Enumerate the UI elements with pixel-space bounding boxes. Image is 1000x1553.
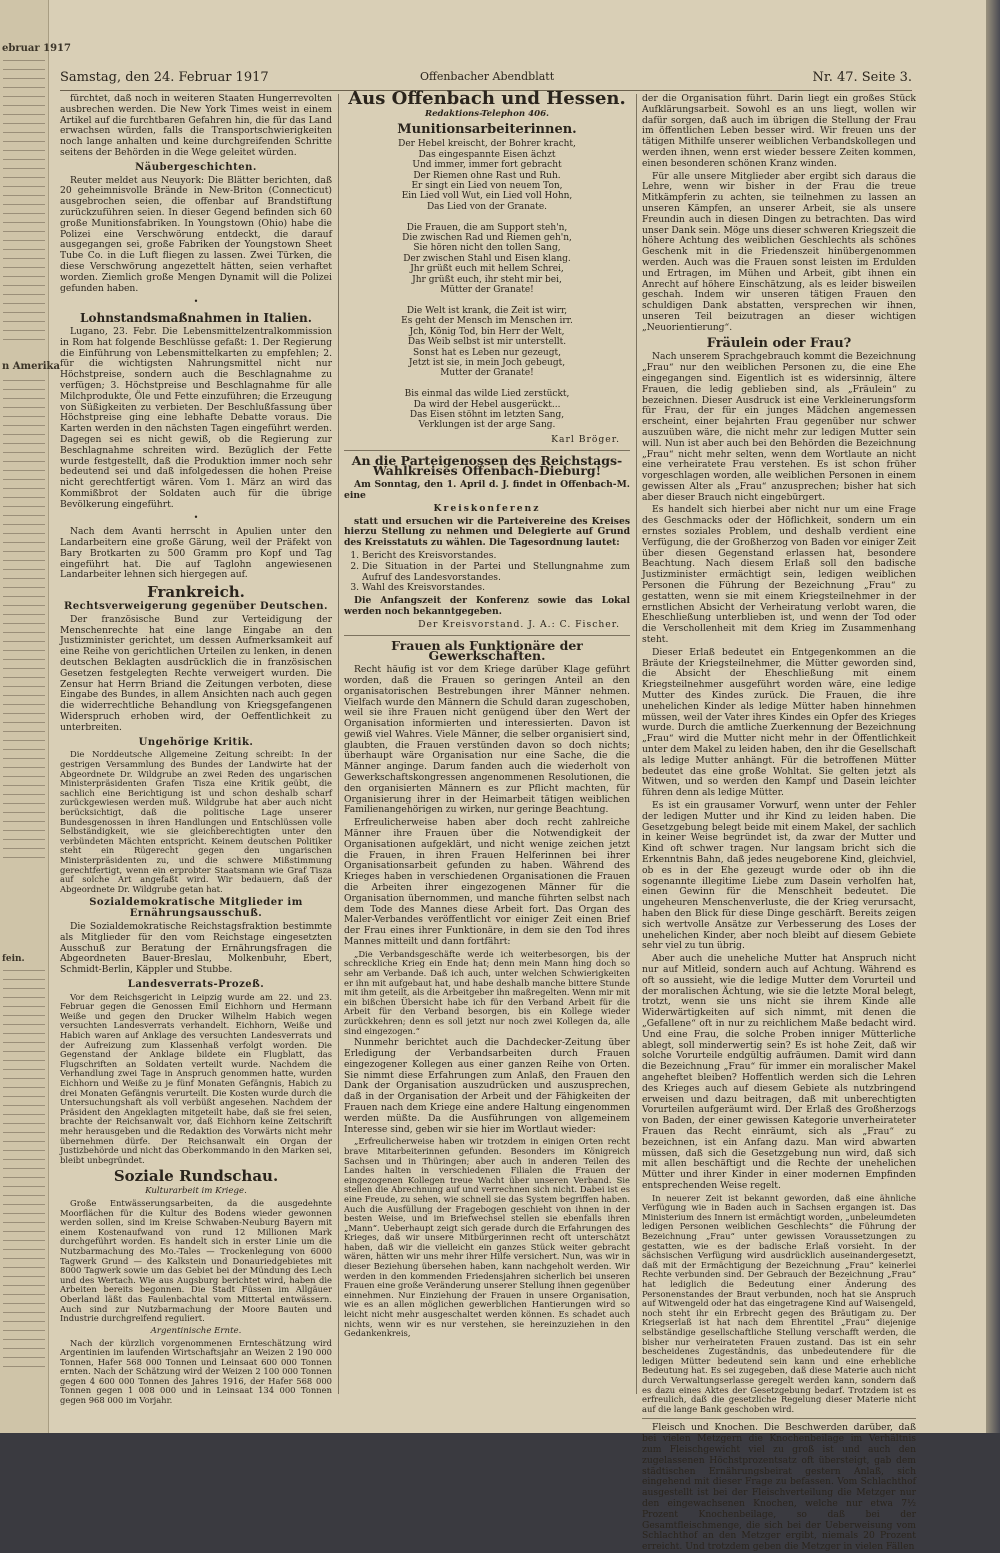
stripe-heading-fragment: fein. xyxy=(2,954,25,964)
subsection-heading: Rechtsverweigerung gegenüber Deutschen. xyxy=(63,601,328,613)
separator-dot: • xyxy=(193,297,199,307)
divider xyxy=(344,635,630,636)
editorial-phone: Redaktions-Telephon 406. xyxy=(424,108,550,119)
section-heading: Frankreich. xyxy=(147,583,245,602)
subsection-heading: Kulturarbeit im Kriege. xyxy=(145,1186,247,1197)
article-text: Lugano, 23. Febr. Die Lebensmittelzentralkommission in Rom hat folgende Beschlüsse gefaßt: 1. Der Regierung die Einführung von Lebensmittelkarten zu empfehlen; 2. für die wichtigsten Nahrungsmittel nicht nur Höchstpreise, sondern auch die Beschlagnahme zu verfügen; 3. Höchstpreise und Beschlagnahme für alle Milchprodukte, Öle und Fette einzuführen; die Erzeugung von Süßigkeiten zu verbieten. Der Beschlußfassung über Höchstpreise ging eine lebhafte Debatte voraus. Die Karten werden in den nächsten Tagen eingeführt werden. Dagegen sei es nicht gewiß, ob die Regierung zur Beschlagnahme schreiten wird. Bezüglich der Fette wurde festgestellt, daß die Produktion immer noch sehr bedeutend sei und daß infolgedessen die hohen Preise nicht gerechtfertigt wären. Vom 1. März an wird das Kommißbrot der Soldaten auch für die übrige Bevölkerung eingeführt. xyxy=(60,325,332,510)
article-text: Recht häufig ist vor dem Kriege darüber Klage geführt worden, daß die Frauen so geringen Anteil an den organisatorischen Bestrebungen ihrer Männer nehmen. Vielfach wurde den Männern die Schuld daran zugeschoben, weil sie ihre Frauen nicht genügend über den Wert der Organisation informierten und interessierten. Davon ist gewiß viel Wahres. Viele Männer, die selber organisiert sind, glaubten, die Frauen verstünden davon so doch nichts; überhaupt wäre Organisation nur eine Sache, die die Männer anginge. Darum fanden auch die wiederholt von Gewerkschaftskongressen angenommenen Resolutionen, die den organisierten Männern es zur Pflicht machten, für Organisierung ihrer in der Heimarbeit tätigen weiblichen Familienangehörigen zu wirken, nur geringe Beachtung. xyxy=(344,664,630,816)
section-heading: Soziale Rundschau. xyxy=(113,1167,279,1186)
section-heading: Lohnstandsmaßnahmen in Italien. xyxy=(80,311,312,326)
article-text: der die Organisation führt. Darin liegt ein großes Stück Aufklärungsarbeit. Sowohl es an uns liegt, wollen wir dafür sorgen, daß auch im übrigen die Stellung der Frau im öffentlichen Leben besser wird. Wir freuen uns der tätigen Mithilfe unserer weiblichen Verbandskollegen und werden ihnen, wenn erst wieder bessere Zeiten kommen, einen besonderen schönen Kranz winden. xyxy=(642,93,916,169)
section-heading: Näubergeschichten. xyxy=(135,161,257,173)
separator-dot: • xyxy=(193,513,199,523)
section-heading: Frauen als Funktionäre der Gewerkschaften. xyxy=(391,637,583,664)
column-left xyxy=(60,93,332,1406)
poem-author: Karl Bröger. xyxy=(551,433,620,445)
poem-title: Munitionsarbeiterinnen. xyxy=(397,121,577,137)
article-quote: „Erfreulicherweise haben wir trotzdem in einigen Orten recht brave Mitarbeiterinnen gefunden. Besonders im Königreich Sachsen und in Thüringen; aber auch in anderen Teilen des Landes halten in verschiedenen Filialen die Frauen der eingezogenen Kollegen treue Wacht über unseren Verband. Sie stellen die Abrechnung auf und verrechnen sich nicht. Dabei ist es eine Freude, zu sehen, wie schnell sie das System begriffen haben. Auch die Ausfüllung der Fragebogen geschieht von ihnen in der besten Weise, und im Briefwechsel stellen sie ebenfalls ihren „Mann“. Ueberhaupt zeigt sich gerade durch die Erfahrungen des Krieges, daß wir unsere Mitbürgerinnen recht oft unterschätzt haben, daß wir die vielleicht ein ganzes Stück weiter gebracht wären, hätten wir uns mehr ihrer Hilfe versichert. Nun, was wir in dieser Beziehung übersehen haben, kann nachgeholt werden. Wir werden in den kommenden Friedensjahren sicherlich bei unseren Frauen eine große Veränderung unserer Stellung ihnen gegenüber einnehmen. Nur Einziehung der Frauen in unsere Organisation, wie es an allen möglichen gewerblichen Hantierungen wird so leicht nicht mehr ausgeschaltet werden können. Es schadet auch nichts, wenn wir es nur verstehen, sie hereinzuziehen in den Gedankenkreis, xyxy=(344,1136,630,1339)
article-text: Vor dem Reichsgericht in Leipzig wurde am 22. und 23. Februar gegen die Genossen Emil Eichhorn und Hermann Weiße und gegen den Drucker Wilhelm Habich wegen versuchten Landesverrats verhandelt. Eichhorn, Weiße und Habich waren auf Anklage des versuchten Landesverrats und der Aufreizung zum Klassenhaß verfolgt worden. Die Gegenstand der Anklage bildete ein Flugblatt, das Flugschriften an Soldaten verteilt wurde. Nachdem die Verhandlung zwei Tage in Anspruch genommen hatte, wurden Eichhorn und Weiße zu je fünf Monaten Gefängnis, Habich zu drei Monaten Gefängnis verurteilt. Die Kosten wurde durch die Untersuchungshaft als voll verbüßt angesehen. Nachdem der Präsident den Angeklagten mitgeteilt habe, daß sie frei seien, brachte der Reichsanwalt vor, daß Eichhorn keine Zeitschrift mehr herausgeben und die Redaktion des Vorwärts nicht mehr übernehmen dürfe. Der Reichsanwalt ein Organ der Justizbehörde und nicht das Oberkommando in den Marken sei, bleibt unbegründet. xyxy=(60,991,332,1165)
header-page-number: Nr. 47. Seite 3. xyxy=(812,70,912,85)
divider xyxy=(642,1418,916,1419)
article-text: Für alle unsere Mitglieder aber ergibt sich daraus die Lehre, wenn wir bisher in der Frau die treue Mitkämpferin zu achten, sie teilnehmen zu lassen an unseren Kämpfen, an unserer Arbeit, sie als unsere Freundin auch in diesen Dingen zu betrachten. Das wird unser Dank sein. Möge uns dieser schweren Kriegszeit die höhere Achtung des weiblichen Geschlechts als schönes Geschenk mit in die Friedenszeit hinübergenommen werden. Auch was die Frauen sonst leisten im Erdulden und Ertragen, im Mühen und Arbeit, gibt ihnen ein Anrecht auf höhere Einschätzung, als es leider bisweilen geschah. Indem wir unseren tätigen Frauen den schuldigen Dank abstatten, versprechen wir ihnen, unseren Teil beizutragen an dieser wichtigen „Neuorientierung“. xyxy=(642,170,916,333)
stripe-heading-fragment: n Amerika xyxy=(2,361,60,372)
notice-text: Die Anfangszeit der Konferenz sowie das Lokal werden noch bekanntgegeben. xyxy=(344,595,630,617)
article-text: Große Entwässerungsarbeiten, da die ausgedehnte Moorflächen für die Kultur des Bodens wieder gewonnen werden sollen, sind im Kreise Schwaben-Neuburg Bayern mit einem Kostenaufwand von rund 12 Millionen Mark durchgeführt worden. Es handelt sich in erster Linie um die Nutzbarmachung des Mo.-Tales — Trockenlegung von 6000 Tagwerk Grund — des Kalkstein und Donauriedgebietes mit 8000 Tagwerk sowie um das Gebiet bei der Mündung des Lech und des Wertach. Wie aus Augsburg berichtet wird, haben die Arbeiten bereits begonnen. Die Stadt Füssen im Allgäuer Oberland läßt das Faulenbachtal vom Mittertal entwässern. Auch sind zur Nutzbarmachung der Moore Bauten und Industrie durchgreifend reguliert. xyxy=(60,1197,332,1324)
subsection-heading: Argentinische Ernte. xyxy=(150,1325,242,1336)
previous-page-edge xyxy=(0,0,71,1433)
stripe-text-block xyxy=(3,60,45,340)
scan-edge xyxy=(986,0,1000,1433)
article-text: Reuter meldet aus Neuyork: Die Blätter berichten, daß 20 geheimnisvolle Brände in New-Briton (Connecticut) ausgebrochen seien, die offenbar auf Brandstiftung zurückzuführen seien. In dieser Gegend befinden sich 60 große Munitionsfabriken. In Youngstown (Ohio) habe die Polizei eine Verschwörung entdeckt, die darauf ausgegangen sei, große Fabriken der Youngstown Sheet Tube Co. in die Luft fliegen zu lassen. Zwei Türken, die diese Verschwörung angezettelt hätten, seien verhaftet worden. Ziemlich große Mengen Dynamit will die Polizei gefunden haben. xyxy=(60,174,332,294)
divider xyxy=(344,450,630,451)
article-text: Es handelt sich hierbei aber nicht nur um eine Frage des Geschmacks oder der Höflichkeit, sondern um ein ernstes soziales Problem, und deshalb verdient eine Verfügung, die der Großherzog von Baden vor einiger Zeit über diesen Gegenstand erlassen hat, besondere Beachtung. Nach diesem Erlaß soll den badische Justizminister ermächtigt sein, ledigen weiblichen Personen die Führung der Bezeichnung „Frau“ zu gestatten, wenn sie mit einem Kriegsteilnehmer in der ernstlichen Absicht der Verheiratung verlobt waren, die Eheschließung unterblieben ist, und wenn der Tod oder die Verschollenheit mit dem Krieg im Zusammenhang steht. xyxy=(642,504,916,646)
notice-text: statt und ersuchen wir die Parteivereine des Kreises hierzu Stellung zu nehmen und Delegierte auf Grund des Kreisstatuts zu wählen. Die Tagesordnung lautet: xyxy=(344,515,630,549)
article-text: Fleisch und Knochen. Die Beschwerden darüber, daß bei vielen Metzgern die Knochenbeilage im Verhältnis zum Fleischgewicht viel zu groß ist und auch den zugelassenen Höchstprozentsatz oft übersteigt, gab dem städtischen Ernährungsbeirat gestern Anlaß, sich eingehend mit dieser Frage zu befassen. Vom Schlachthof ausgestellt ist bei der Fleischverteilung die Metzger nur den eingewachsenen Knochen, welche nur etwa 7½ Prozent Knochenbeilage, so daß bei der Gesamtfleischmenge, die sich bei der Ueberweisung vom Schlachthof an den Metzger ergibt, niemals 20 Prozent erreicht. Und trotzdem geben die Metzger in vielen Fällen xyxy=(642,1422,916,1553)
article-text: Die Sozialdemokratische Reichstagsfraktion bestimmte als Mitglieder für den vom Reichstage eingesetzten Ausschuß zur Beratung der Ernährungsfragen die Abgeordneten Bauer-Breslau, Molkenbuhr, Ebert, Schmidt-Berlin, Käppler und Stubbe. xyxy=(60,920,332,976)
header-date: Samstag, den 24. Februar 1917 xyxy=(60,70,269,85)
subsection-heading: Ungehörige Kritik. xyxy=(138,736,254,748)
stripe-text-block xyxy=(3,970,45,1370)
article-text: Aber auch die uneheliche Mutter hat Anspruch nicht nur auf Mitleid, sondern auch auf Achtung. Während es oft so aussieht, wie die ledige Mutter dem Vorurteil und der moralischen Ächtung, wie sie die letzte Moral belegt, trotzt, wenn sie uns nicht sie ihrem Kinde alle Widerwärtigkeiten auf sich nimmt, mit denen die „Gefallene“ oft in nur zu reichlichem Maße bedacht wird. Und eine Frau, die solche Proben inniger Mütterliche ablegt, soll minderwertig sein? Es ist hohe Zeit, daß wir solche Vorurteile endgültig aufräumen. Damit wird dann die Bezeichnung „Frau“ für immer ein moralischer Makel angeheftet bleiben? Hoffentlich werden sich die Lehren des Krieges auch auf diesem Gebiete als nutzbringend erweisen und dazu beitragen, daß mit unberechtigten Vorurteilen aufgeräumt wird. Der Erlaß des Großherzogs von Baden, der einer gewissen Kategorie unverheirateter Frauen das Recht einräumt, sich als „Frau“ zu bezeichnen, ist ein Anfang dazu. Man wird abwarten müssen, daß sich die Gesetzgebung nun wird, daß sich mit allen beschäftigt und die Rechte der unehelichen Mütter und ihrer Kinder in einer modernen Empfinden entsprechenden Weise regelt. xyxy=(642,953,916,1191)
agenda-item: 2. Die Situation in der Partei und Stellungnahme zum Aufruf des Landesvorstandes. xyxy=(362,562,630,584)
agenda-item: 1. Bericht des Kreisvorstandes. xyxy=(362,551,630,562)
agenda-list xyxy=(362,551,630,594)
article-text: Es ist ein grausamer Vorwurf, wenn unter der Fehler der ledigen Mutter und ihr Kind zu leiden haben. Die Gesetzgebung belegt beide mit einem Makel, der sachlich in keiner Weise begründet ist, da zwar der Mutter und Kind oft schwer tragen. Nur langsam bricht sich die Erkenntnis Bahn, daß jedes neugeborene Kind, gleichviel, ob es in der Ehe gezeugt wurde oder ob ihn die sogenannte illegitime Liebe zum Dasein verholfen hat, einen Gewinn für die Menschheit bedeutet. Die ungeheuren Menschenverluste, die der Krieg verursacht, haben den Blick für diese Dinge geschärft. Bereits zeigen sich wertvolle Ansätze zur Verbesserung des Loses der unehelichen Kinder, aber noch bleibt auf diesem Gebiete sehr viel zu tun übrig. xyxy=(642,800,916,952)
column-right xyxy=(642,93,916,1553)
subsection-heading: Landesverrats-Prozeß. xyxy=(127,978,265,990)
header-paper-name: Offenbacher Abendblatt xyxy=(420,70,555,83)
article-text: Die Norddeutsche Allgemeine Zeitung schreibt: In der gestrigen Versammlung des Bundes der Landwirte hat der Abgeordnete Dr. Wildgrube an zwei Reden des ungarischen Ministerpräsidenten Grafen Tisza eine Kritik geübt, die sachlich eine Berichtigung ist und schon deshalb scharf zurückgewiesen werden muß. Wildgrube hat aber auch nicht berücksichtigt, daß die politische Lage unserer Bundesgenossen in ihren Handlungen und Entschlüssen volle Selbständigkeit, wie sie gleichberechtigten unter den verbündeten Mächten entspricht. Keinem deutschen Politiker steht ein Rügerecht gegen den ungarischen Ministerpräsidenten zu, und die schwere Mißstimmung gerechtfertigt, wenn ein erprobter Staatsmann wie Graf Tisza auf solche Art angefaßt wird. Wir bedauern, daß der Abgeordnete Dr. Wildgrube getan hat. xyxy=(60,749,332,894)
stripe-date-fragment: ebruar 1917 xyxy=(2,43,71,54)
poem-text: Der Hebel kreischt, der Bohrer kracht, Das eingespannte Eisen ächzt Und immer, immer fort gebracht Der Riemen ohne Rast und Ruh. Er singt ein Lied von neuem Ton, Ein Lied voll Wut, ein Lied voll Hohn, Das Lied von der Granate. Die Frauen, die am Support steh'n, Die zwischen Rad und Riemen geh'n, Sie hören nicht den tollen Sang, Der zwischen Stahl und Eisen klang. Jhr grüßt euch mit hellem Schrei, Jhr grüßt euch, ihr steht mir bei, Mütter der Granate! Die Welt ist krank, die Zeit ist wirr, Es geht der Mensch im Menschen irr. Jch, König Tod, bin Herr der Welt, Das Weib selbst ist mir unterstellt. Sonst hat es Leben nur gezeugt, Jetzt ist sie, in mein Joch gebeugt, Mutter der Granate! Bis einmal das wilde Lied zerstückt, Da wird der Hebel ausgerückt... Das Eisen stöhnt im letzten Sang, Verklungen ist der arge Sang. xyxy=(398,139,576,431)
section-heading: Fräulein oder Frau? xyxy=(706,335,852,351)
article-quote: „Die Verbandsgeschäfte werde ich weiterbesorgen, bis der schreckliche Krieg ein Ende hat; denn mein Mann hing doch so sehr am Verbande. Daß ich auch, unter welchen Schwierigkeiten er ihn mit aufgebaut hat, und habe deshalb manche bittere Stunde mit ihm geteilt, als die Arbeitgeber ihn maßregelten. Wenn mir mit ein bißchen Übersicht habe ich für den Verband Arbeit für die Arbeit für den Verband besorgen, bis ein Kollege wieder zurückkehren; denn es soll jetzt nur noch zwei Kollegen da, alle sind eingezogen.“ xyxy=(344,948,630,1036)
article-text: Nunmehr berichtet auch die Dachdecker-Zeitung über Erledigung der Verbandsarbeiten durch Frauen eingezogener Kollegen aus einer ganzen Reihe von Orten. Sie nimmt diese Erfahrungen zum Anlaß, den Frauen den Dank der Organisation auszudrücken und auszusprechen, daß in der Organisation der Arbeit und der Fähigkeiten der Frauen nach dem Kriege eine andere Haltung eingenommen werden müßte. Da die Ausführungen von allgemeinem Interesse sind, geben wir sie hier im Wortlaut wieder: xyxy=(344,1037,630,1135)
agenda-item: 3. Wahl des Kreisvorstandes. xyxy=(362,583,630,594)
notice-text: Am Sonntag, den 1. April d. J. findet in Offenbach-M. eine xyxy=(344,479,630,501)
article-text: Nach unserem Sprachgebrauch kommt die Bezeichnung „Frau“ nur den weiblichen Personen zu, die eine Ehe eingegangen sind. Eigentlich ist es widersinnig, ältere Frauen, die ledig geblieben sind, als „Fräulein“ zu bezeichnen. Dieser Ausdruck ist eine Verkleinerungsform für Frau, der für ein junges Mädchen angemessen erscheint, einer bejahrten Frau gegenüber nur schwer auszuüben wäre, die nicht mehr zur ledigen Mutter sein will. Nun ist aber auch bei den Behörden die Bezeichnung „Frau“ nicht mehr selten, wenn dem Wortlaute an nicht eine verheiratete Frau verstehen. Es ist schon früher vorgeschlagen worden, alle weiblichen Personen in einem gewissen Alter als „Frau“ anzusprechen; bisher hat sich aber dieser Brauch nicht eingebürgert. xyxy=(642,351,916,503)
notice-heading: An die Parteigenossen des Reichstags-Wahlkreises Offenbach-Dieburg! xyxy=(351,452,623,479)
article-text: Nach der kürzlich vorgenommenen Ernteschätzung wird Argentinien im laufenden Wirtschaftsjahr an Weizen 2 190 000 Tonnen, Hafer 568 000 Tonnen und Leinsaat 600 000 Tonnen ernten. Nach der Schätzung wird der Weizen 2 100 000 Tonnen gegen 4 600 000 Tonnen des Jahres 1916, der Hafer 568 000 Tonnen gegen 1 008 000 und in Leinsaat 134 000 Tonnen gegen 968 000 im Vorjahr. xyxy=(60,1337,332,1406)
section-title: Aus Offenbach und Hessen. xyxy=(348,88,626,109)
notice-highlight: Kreiskonferenz xyxy=(433,502,541,514)
article-text: Nach dem Avanti herrscht in Apulien unter den Landarbeitern eine große Gärung, weil der Präfekt von Bary Brotkarten zu 500 Gramm pro Kopf und Tag eingeführt hat. Die auf Taglohn angewiesenen Landarbeiter lehnen sich hiergegen auf. xyxy=(60,526,332,581)
notice-signature: Der Kreisvorstand. J. A.: C. Fischer. xyxy=(418,618,620,630)
stripe-text-block xyxy=(3,380,45,860)
article-text: Dieser Erlaß bedeutet ein Entgegenkommen an die Bräute der Kriegsteilnehmer, die Mütter geworden sind, die Absicht der Eheschließung mit einem Kriegsteilnehmer ausgeführt worden wäre, eine ledige Mutter des Kindes zurück. Die Frauen, die ihre unehelichen Kinder als ledige Mütter haben hinnehmen müssen, weil der Vater ihres Kindes ein Opfer des Krieges wurde. Durch die amtliche Zuerkennung der Bezeichnung „Frau“ wird die Mutter nicht mehr in der Öffentlichkeit unter dem Makel zu leiden haben, den ihr die Gesellschaft als ledige Mutter anhängt. Für die betroffenen Mütter bedeutet das eine große Wohltat. Sie gelten jetzt als Witwen, und so werden den Kampf und Dasein leichter führen denn als ledige Mütter. xyxy=(642,646,916,799)
article-text: In neuerer Zeit ist bekannt geworden, daß eine ähnliche Verfügung wie in Baden auch in Sachsen ergangen ist. Das Ministerium des Innern ist ermächtigt worden, „unbeleumdeten ledigen Personen weiblichen Geschlechts“ die Führung der Bezeichnung „Frau“ unter gewissen Voraussetzungen zu gestatten, wie es der badische Erlaß vorsieht. In der sächsischen Verfügung wird ausdrücklich auseinandergesetzt, daß mit der Ermächtigung der Bezeichnung „Frau“ keinerlei Rechte verbunden sind. Der Gebrauch der Bezeichnung „Frau“ hat lediglich die Bedeutung einer Änderung des Personenstandes der Braut verbunden, noch hat sie Anspruch auf Witwengeld oder hat das eingetragene Kind auf Waisengeld, noch steht ihr ein Erbrecht gegen des Bräutigam zu. Der Kriegserlaß ist hat nach dem Ehrentitel „Frau“ diejenige selbständige gesellschaftliche Stellung verschafft werden, die bisher nur verheirateten Frauen zustand. Das ist ein sehr bescheidenes Zugeständnis, das unbedeutendere für die ledigen Mütter bedeutend sein kann und eine erhebliche Bedeutung hat. Es sei zugegeben, daß diese Materie auch nicht durch Verwaltungserlasse geregelt werden kann, sondern daß es dazu eines Aktes der Gesetzgebung bedarf. Trotzdem ist es erfreulich, daß die gesetzliche Regelung dieser Materie nicht auf die lange Bank geschoben wird. xyxy=(642,1192,916,1414)
column-rule xyxy=(636,94,637,1394)
column-rule xyxy=(338,94,339,1394)
article-text: fürchtet, daß noch in weiteren Staaten Hungerrevolten ausbrechen werden. Die New York Times weist in einem Artikel auf die furchtbaren Gefahren hin, die für das Land erwachsen würden, falls die Transportschwierigkeiten noch lange anhalten und keine durchgreifenden Schritte seitens der Behörden in die Wege geleitet würden. xyxy=(60,93,332,158)
subsection-heading: Sozialdemokratische Mitglieder im Ernährungsausschuß. xyxy=(89,897,303,920)
article-text: Erfreulicherweise haben aber doch recht zahlreiche Männer ihre Frauen über die Notwendigkeit der Organisationen aufgeklärt, und nicht wenige zeichen jetzt die Frauen, in ihren Frauen Helferinnen bei ihrer Organisationsarbeit gefunden zu haben. Während des Krieges haben in verschiedenen Organisationen die Frauen die Arbeiten ihrer eingezogenen Männer für die Organisation übernommen, und manche führten selbst nach dem Tode des Mannes diese Arbeit fort. Das Organ des Maler-Verbandes veröffentlicht vor einiger Zeit einen Brief der Frau eines ihrer Funktionäre, in dem sie den Tod ihres Mannes mitteilt und dann fortfährt: xyxy=(344,817,630,948)
column-middle xyxy=(344,88,630,1404)
article-text: Der französische Bund zur Verteidigung der Menschenrechte hat eine lange Eingabe an den Justizminister gerichtet, um dessen Aufmerksamkeit auf eine Reihe von gerichtlichen Urteilen zu lenken, in denen deutschen Beklagten ausdrücklich die in französischen Gesetzen festgelegten Rechte verweigert wurden. Die Zensur hat Herrn Briand die Zeitungen verboten, diese Eingabe des Bundes, in allem Ansichten nach auch gegen die widerrechtliche Behandlung von Kriegsgefangenen Widerspruch erhoben wird, der Oeffentlichkeit zu unterbreiten. xyxy=(60,613,332,733)
